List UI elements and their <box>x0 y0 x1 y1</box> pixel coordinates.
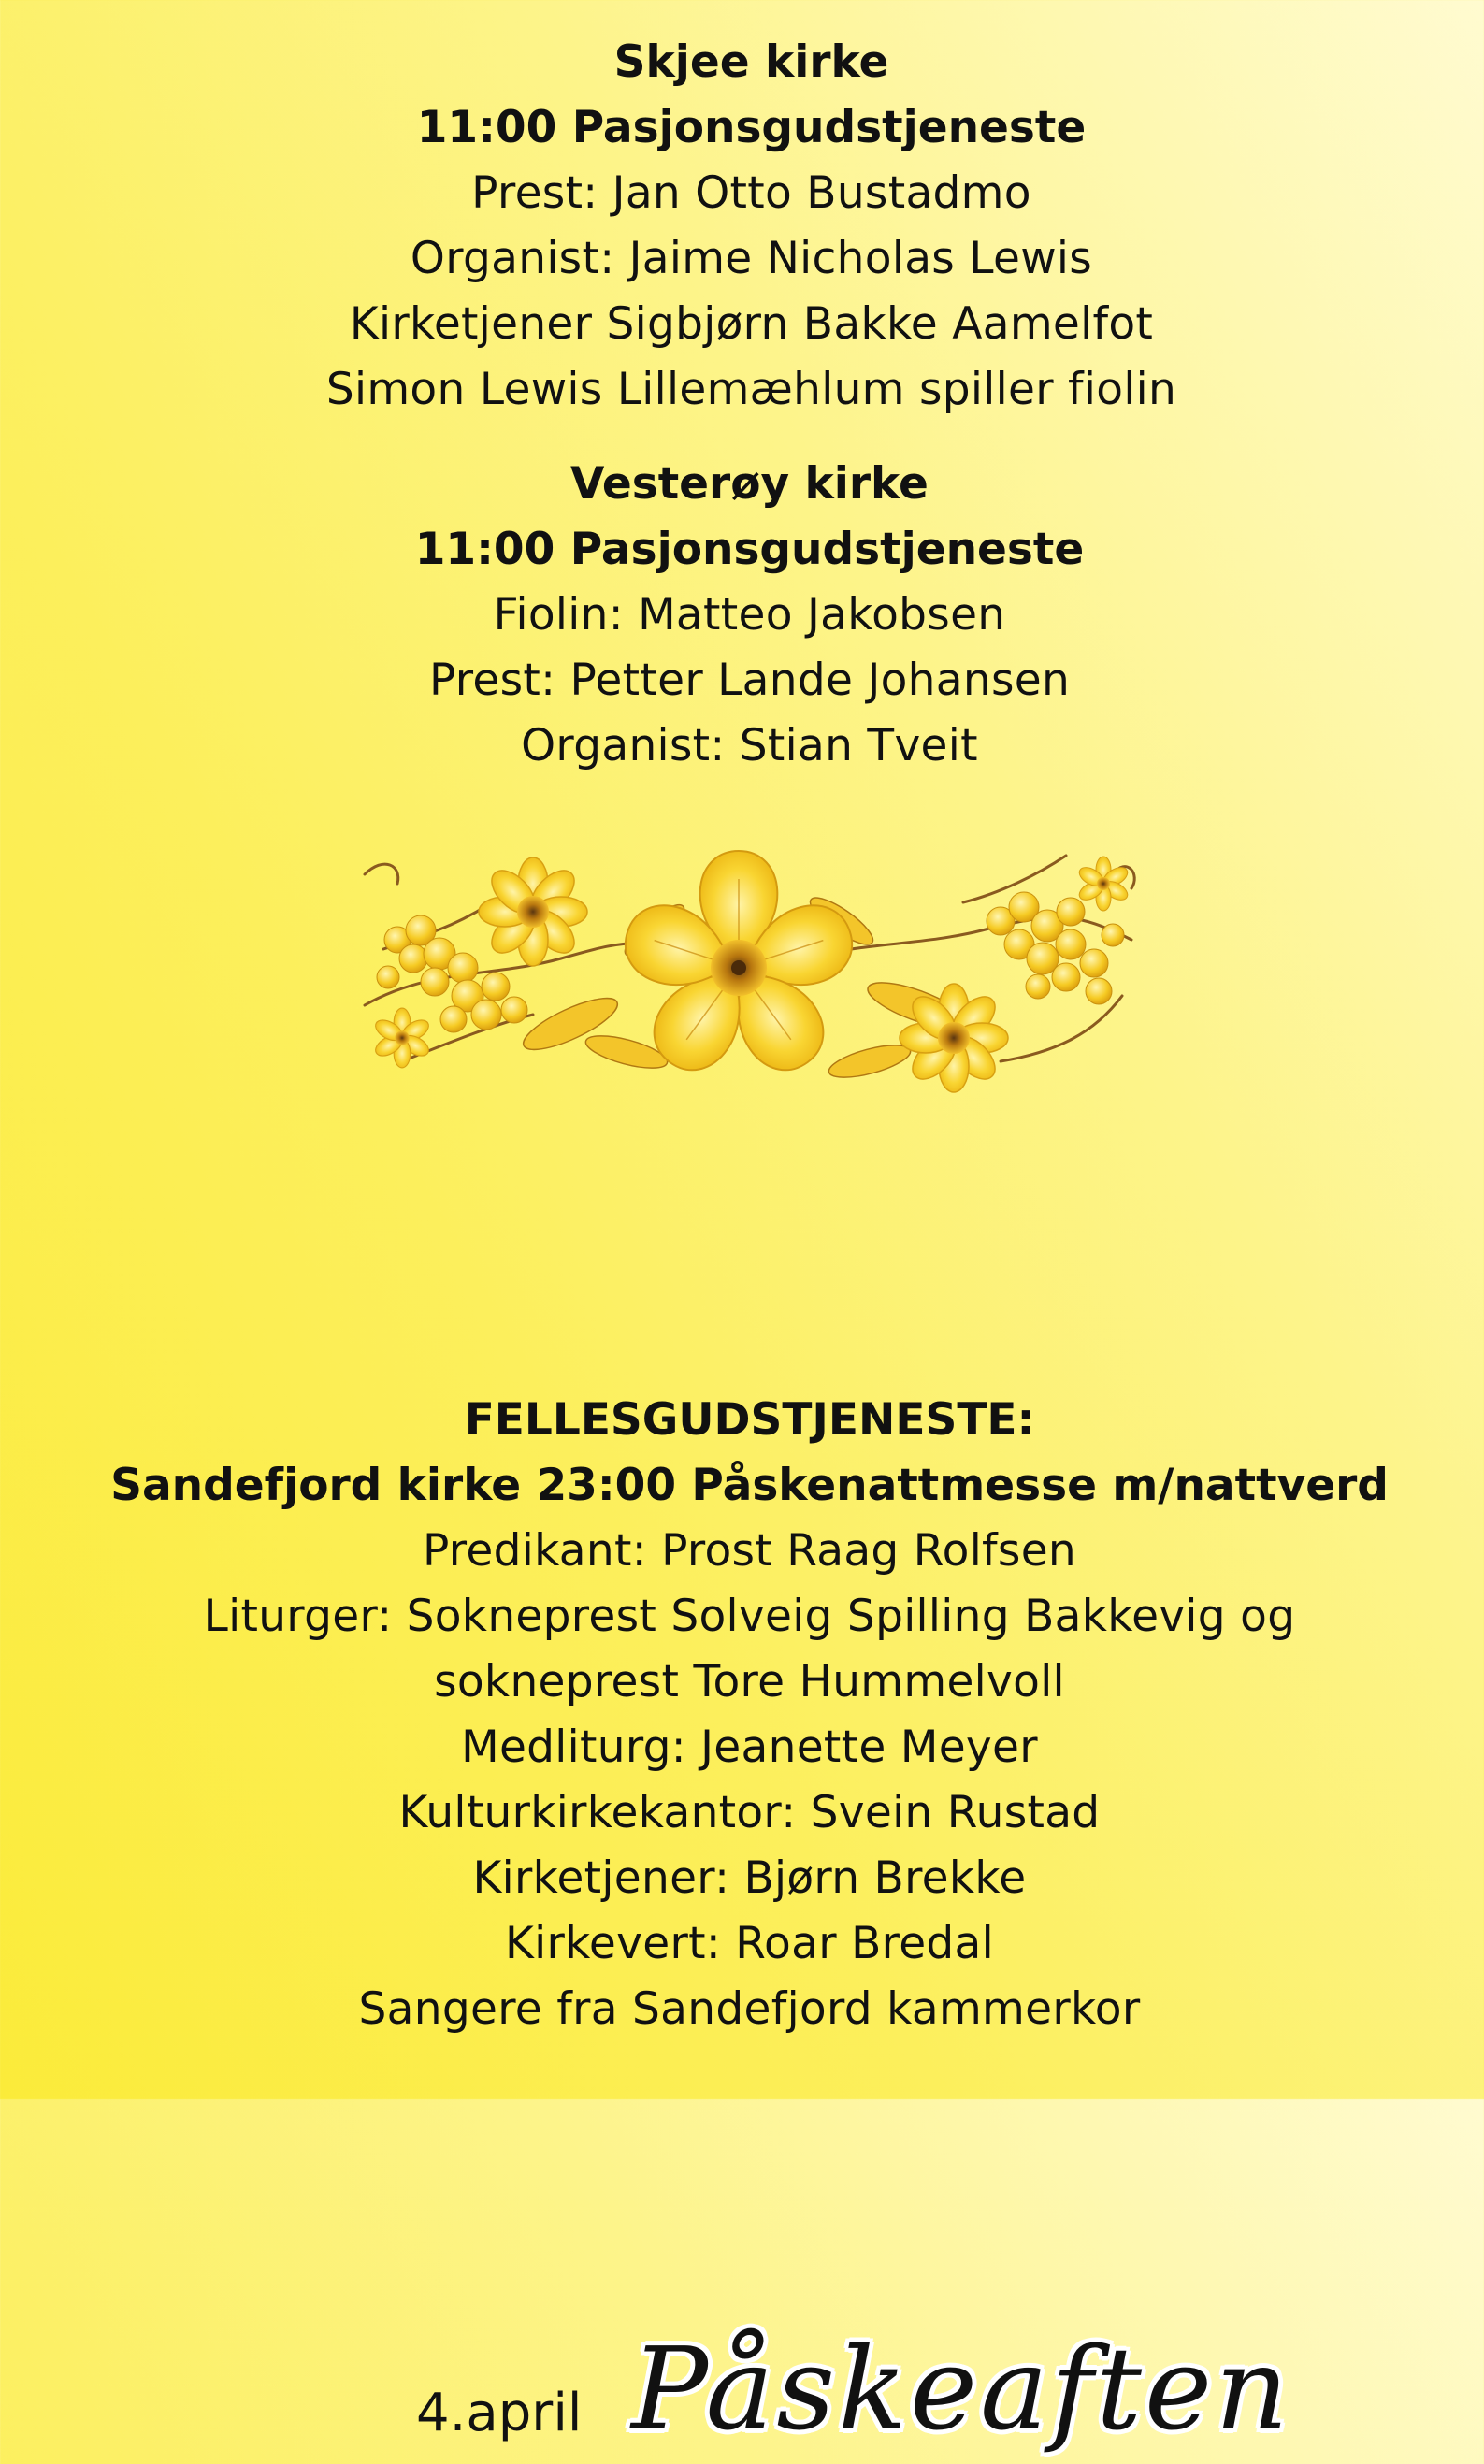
participant-line: Prest: Petter Lande Johansen <box>428 655 1071 706</box>
joint-service-section <box>7 1388 1484 2042</box>
participant-line: Organist: Jaime Nicholas Lewis <box>410 233 1093 284</box>
yellow-flower-ornament-icon <box>346 837 1150 1108</box>
participant-line: Medliturg: Jeanette Meyer <box>461 1722 1038 1773</box>
script-title: Påskeaften <box>631 2323 1291 2456</box>
service-time-title: Sandefjord kirke 23:00 Påskenattmesse m/nattverd <box>110 1460 1389 1511</box>
participant-line: Predikant: Prost Raag Rolfsen <box>422 1525 1076 1577</box>
service-section-skjee <box>9 30 1484 423</box>
church-name: Skjee kirke <box>613 36 889 88</box>
date-label: 4.april <box>416 2383 583 2443</box>
participant-line: Sangere fra Sandefjord kammerkor <box>358 1983 1141 2035</box>
service-section-vesteroy <box>7 452 1484 779</box>
participant-line: sokneprest Tore Hummelvoll <box>434 1656 1065 1708</box>
participant-line: Prest: Jan Otto Bustadmo <box>471 167 1031 219</box>
participant-line: Simon Lewis Lillemæhlum spiller fiolin <box>325 364 1177 415</box>
participant-line: Liturger: Sokneprest Solveig Spilling Bakkevig og <box>203 1591 1296 1642</box>
participant-line: Kulturkirkekantor: Svein Rustad <box>398 1787 1101 1838</box>
participant-line: Kirketjener Sigbjørn Bakke Aamelfot <box>349 298 1154 350</box>
participant-line: Kirkevert: Roar Bredal <box>504 1918 995 1969</box>
participant-line: Fiolin: Matteo Jakobsen <box>493 589 1006 641</box>
joint-service-heading: FELLESGUDSTJENESTE: <box>464 1394 1035 1446</box>
participant-line: Kirketjener: Bjørn Brekke <box>472 1852 1027 1904</box>
church-name: Vesterøy kirke <box>570 458 929 510</box>
service-time-title: 11:00 Pasjonsgudstjeneste <box>416 102 1087 153</box>
service-time-title: 11:00 Pasjonsgudstjeneste <box>414 524 1085 575</box>
participant-line: Organist: Stian Tveit <box>521 720 978 771</box>
